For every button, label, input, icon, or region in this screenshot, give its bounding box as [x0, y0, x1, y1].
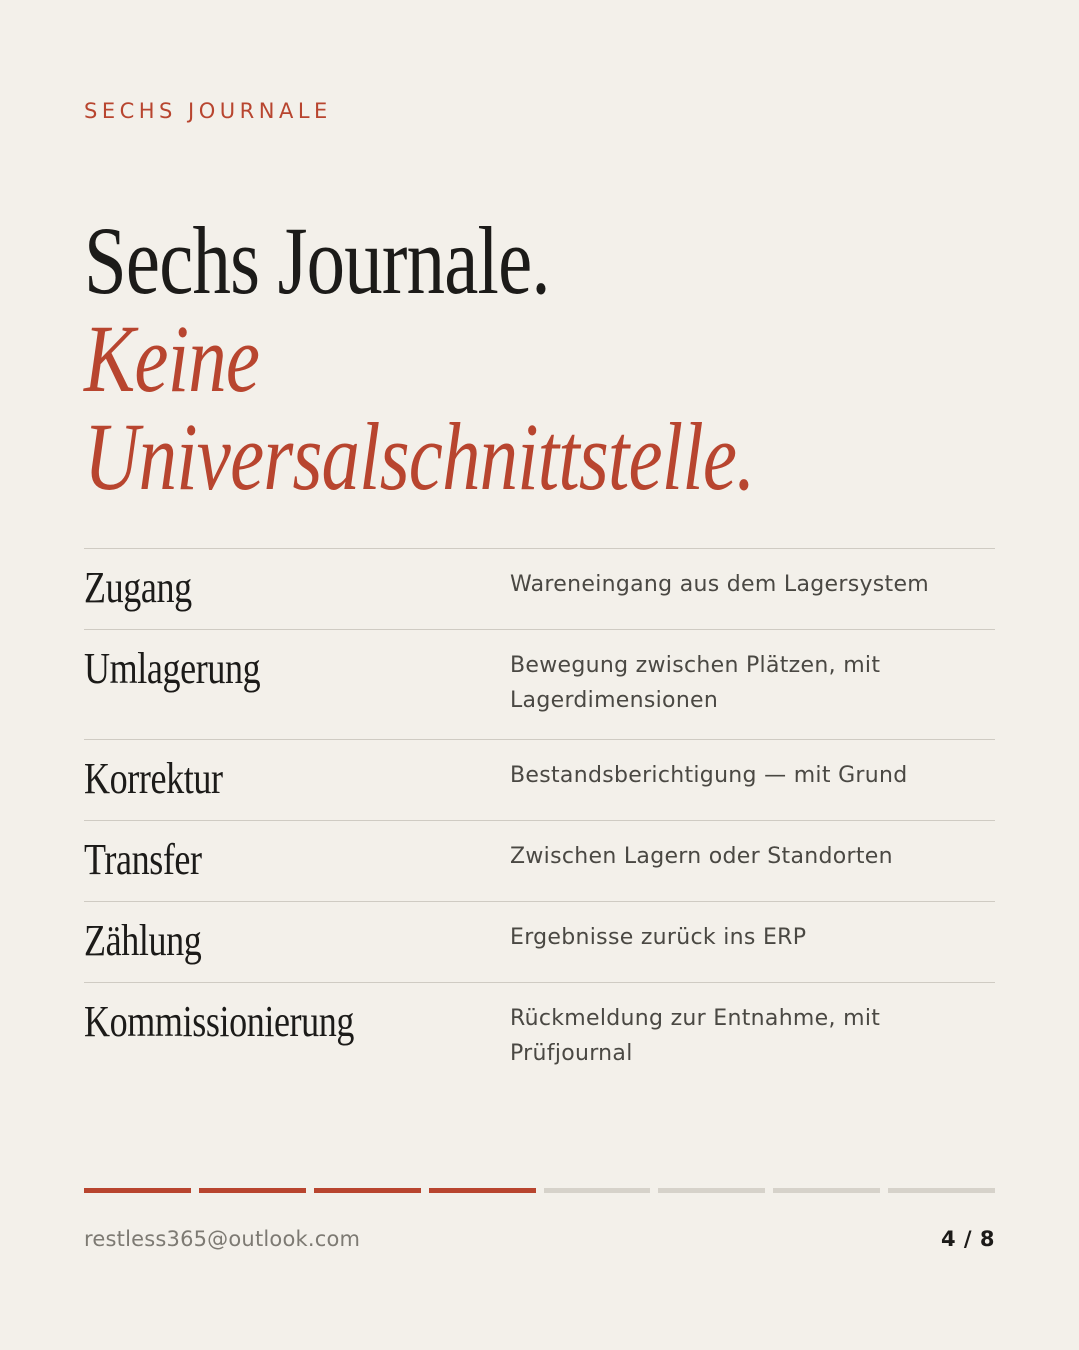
journal-name: Zugang [84, 563, 192, 612]
progress-segment-complete [199, 1188, 306, 1193]
title-line-accent-2: Universalschnittstelle. [84, 403, 755, 510]
progress-segment-complete [84, 1188, 191, 1193]
journal-row-kommissionierung [84, 983, 995, 1093]
title-line-accent-1: Keine [84, 305, 260, 412]
journal-description: Rückmeldung zur Entnahme, mit Prüfjournal [510, 1006, 881, 1066]
contact-email: restless365@outlook.com [84, 1227, 361, 1251]
journal-description: Ergebnisse zurück ins ERP [510, 925, 807, 950]
journal-description: Bestandsberichtigung — mit Grund [510, 763, 908, 788]
journal-row-zaehlung [84, 902, 995, 983]
page-title [84, 207, 1024, 510]
progress-segment-complete [314, 1188, 421, 1193]
title-line-main: Sechs Journale. [84, 207, 550, 314]
journal-description: Zwischen Lagern oder Standorten [510, 844, 893, 869]
progress-segment-pending [888, 1188, 995, 1193]
journal-row-transfer [84, 821, 995, 902]
progress-segment-pending [544, 1188, 651, 1193]
journal-row-zugang [84, 549, 995, 630]
page-indicator: 4 / 8 [940, 1227, 995, 1251]
progress-segment-pending [658, 1188, 765, 1193]
progress-segment-pending [773, 1188, 880, 1193]
journal-name: Kommissionierung [84, 997, 355, 1046]
journal-row-umlagerung [84, 630, 995, 740]
journal-name: Zählung [84, 916, 202, 965]
journal-name: Korrektur [84, 754, 223, 803]
journal-description: Wareneingang aus dem Lagersystem [510, 572, 930, 597]
progress-indicator [84, 1188, 995, 1193]
journal-description: Bewegung zwischen Plätzen, mit Lagerdimensionen [510, 653, 881, 713]
progress-segment-complete [429, 1188, 536, 1193]
journal-name: Transfer [84, 835, 202, 884]
journal-row-korrektur [84, 740, 995, 821]
journal-name: Umlagerung [84, 644, 261, 693]
eyebrow-label: SECHS JOURNALE [84, 99, 332, 123]
journal-list [84, 548, 995, 1093]
